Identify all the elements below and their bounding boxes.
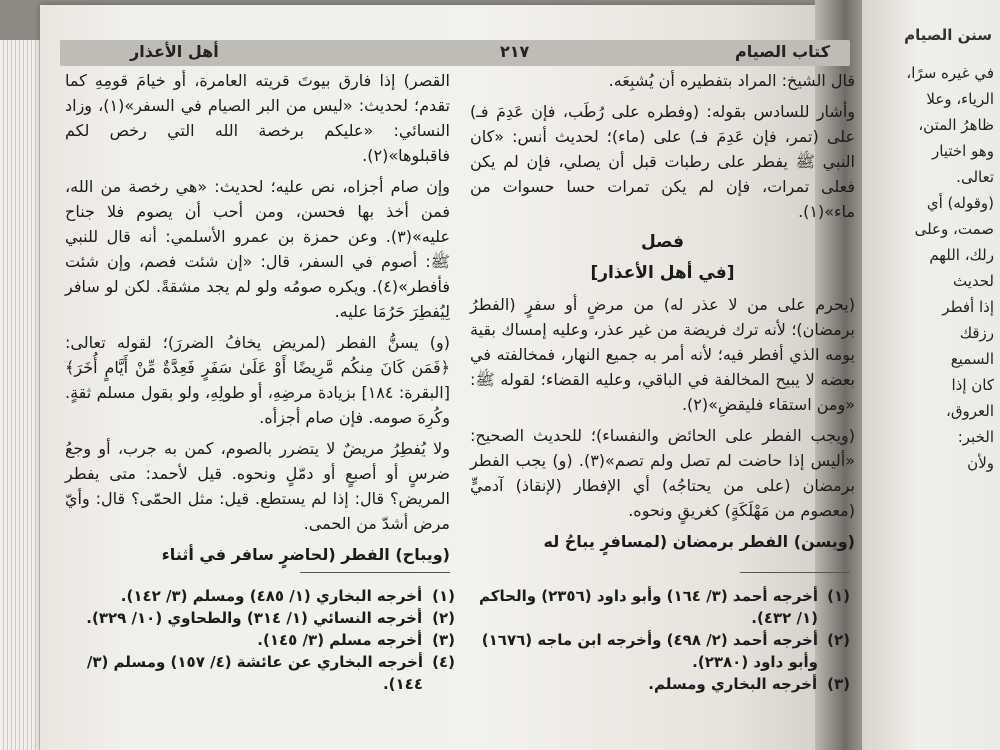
next-page-line: لحديث [952, 272, 994, 290]
next-page-line: في غيره سرًا، [906, 64, 994, 82]
next-page-line: تعالى. [956, 168, 994, 186]
next-page-line: السميع [950, 350, 994, 368]
page-number: ٢١٧ [500, 42, 530, 61]
footnote-separator [300, 572, 450, 573]
paragraph: (ويباح) الفطر (لحاضرٍ سافر في أثناء [161, 545, 450, 564]
section-heading: فصل [640, 232, 685, 252]
next-page-line: صمت، وعلى [914, 220, 994, 238]
footnote: (٣) أخرجه البخاري ومسلم. [648, 675, 850, 693]
next-page-line: كان إذا [951, 376, 994, 394]
footnote: (٣) أخرجه مسلم (٣/ ١٤٥). [257, 631, 455, 649]
footnote: (٢) أخرجه أحمد (٢/ ٤٩٨) وأخرجه ابن ماجه (١٦٧٦) وأبو داود (٢٣٨٠). [481, 631, 850, 671]
next-page-line: ولأن [967, 454, 994, 472]
paragraph: وإن صام أجزاه، نص عليه؛ لحديث: «هي رخصة من الله، فمن أخذ بها فحسن، ومن أحب أن يصوم فلا جناح عليه»(٣). وعن حمزة بن عمرو الأسلمي: أنه قال للنبي ﷺ: أصوم في السفر، قال: «إن شئت فصم، وإن شئت فأفطر»(٤). ويكره صومُه ولو لم يجد مشقةً. لكن لو سافر لِيُفطِرَ حَرُمَا عليه. [65, 177, 450, 321]
paragraph: (ويجب الفطر على الحائض والنفساء)؛ للحديث الصحيح: «أليس إذا حاضت لم تصل ولم تصم»(٣). (و) يجب الفطر برمضان (على من يحتاجُه) أي الإفطار (لإنقاذ) آدميٍّ (معصوم من مَهْلَكَةٍ) كغريقٍ ونحوه. [470, 426, 856, 520]
paragraph: (و) يسنُّ الفطر (لمريض يخافُ الضررَ)؛ لقوله تعالى: ﴿فَمَن كَانَ مِنكُم مَّرِيضًا أَوْ عَلَىٰ سَفَرٍ فَعِدَّةٌ مِّنْ أَيَّامٍ أُخَرَ﴾ [البقرة: ١٨٤] بزيادة مرضِهِ، أو طولِهِ، ولو بقول مسلم ثقةٍ. وكُرِهَ صومه. فإن صام أجزأه. [65, 333, 450, 427]
paragraph: القصر) إذا فارق بيوتَ قريته العامرة، أو خيامَ قومِهِ كما تقدم؛ لحديث: «ليس من البر الصيام في السفر»(١)، وزاد النسائي: «عليكم برخصة الله التي رخص لكم فاقبلوها»(٢). [65, 71, 450, 165]
next-page-line: الرياء، وعلا [926, 90, 994, 108]
right-footnotes [470, 585, 850, 695]
next-page-line: (وقوله) أي [926, 194, 994, 212]
section-subheading: [في أهل الأعذار] [590, 263, 735, 283]
next-page-line: رزقك [959, 324, 994, 342]
paragraph: قال الشيخ: المراد بتفطيره أن يُشبِعَه. [608, 71, 855, 90]
left-footnotes [65, 585, 455, 695]
next-page-line: وهو اختيار [932, 142, 994, 160]
right-column [470, 68, 855, 560]
paragraph: ولا يُفطِرُ مريضٌ لا يتضرر بالصوم، كمن به جرب، أو وجعُ ضرسٍ أو أصبعٍ أو دمّلٍ ونحوه. قيل لأحمد: متى يفطر المريض؟ قال: إذا لم يستطع. قيل: مثل الحمّى؟ قال: وأيّ مرض أشدّ من الحمى. [65, 439, 450, 533]
next-page-header: سنن الصيام [904, 26, 992, 44]
paragraph: (يحرم على من لا عذر له) من مرضٍ أو سفرٍ (الفطرُ برمضان)؛ لأنه ترك فريضة من غير عذر، وعليه إمساك بقية يومه الذي أفطر فيه؛ لأنه أمر به جميع النهار، فمخالفته في بعضه لا يبيح المخالفة في الباقي، وعليه القضاء؛ لقوله ﷺ: «ومن استقاء فليقضِ»(٢). [470, 295, 855, 414]
footnote: (١) أخرجه أحمد (٣/ ١٦٤) وأبو داود (٢٣٥٦) والحاكم (١/ ٤٣٢). [479, 587, 850, 627]
running-header [60, 40, 850, 66]
paragraph: (ويسن) الفطر برمضان (لمسافرٍ يباحُ له [543, 532, 855, 551]
next-page-line: العروق، [946, 402, 994, 420]
next-page [862, 0, 1000, 750]
paragraph: وأشار للسادس بقوله: (وفطره على رُطَب، فإن عَدِمَ فـ) على (تمر، فإن عَدِمَ فـ) على (ماء)؛ لحديث أنس: «كان النبي ﷺ يفطر على رطبات قبل أن يصلي، فإن لم يكن فعلى تمرات، فإن لم يكن تمرات حسا حسوات من ماء»(١). [470, 102, 855, 221]
header-right-title: كتاب الصيام [734, 42, 830, 61]
footnote: (١) أخرجه البخاري (١/ ٤٨٥) ومسلم (٣/ ١٤٢). [120, 587, 455, 605]
next-page-text [864, 60, 994, 476]
next-page-line: إذا أفطر [942, 298, 994, 316]
header-left-title: أهل الأعذار [130, 42, 219, 61]
footnote: (٢) أخرجه النسائي (١/ ٣١٤) والطحاوي (١٠/ ٣٢٩). [86, 609, 455, 627]
next-page-line: ظاهرُ المتن، [918, 116, 994, 134]
next-page-line: الخبر: [957, 428, 994, 446]
left-column [65, 68, 450, 573]
footnote-separator [740, 572, 850, 573]
footnote: (٤) أخرجه البخاري عن عائشة (٤/ ١٥٧) ومسلم (٣/ ١٤٤). [86, 653, 455, 693]
next-page-line: رلك، اللهم [929, 246, 994, 264]
